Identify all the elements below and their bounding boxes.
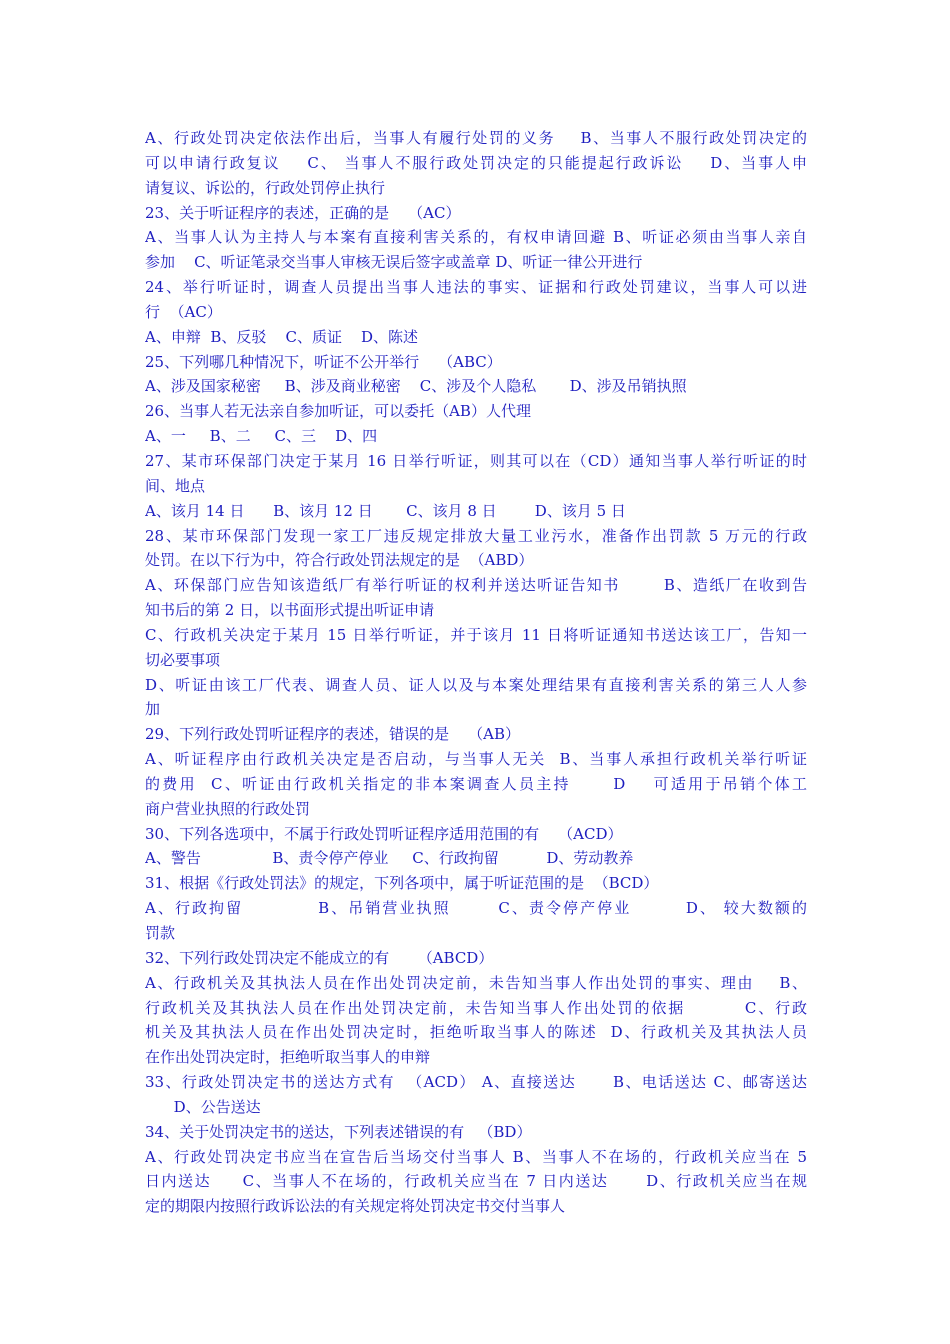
text-line: A、警告 B、责令停产停业 C、行政拘留 D、劳动教养 xyxy=(145,849,634,868)
text-line: 的费用 C、听证由行政机关指定的非本案调查人员主持 D 可适用于吊销个体工 xyxy=(145,774,807,793)
text-line: 罚款 xyxy=(145,924,176,942)
text-line: A、一 B、二 C、三 D、四 xyxy=(145,427,378,446)
text-line: 33、行政处罚决定书的送达方式有 （ACD） A、直接送达 B、电话送达 C、邮寄送达 xyxy=(145,1073,807,1092)
text-line: 切必要事项 xyxy=(145,650,221,669)
text-line: A、行政处罚决定依法作出后，当事人有履行处罚的义务 B、当事人不服行政处罚决定的 xyxy=(145,129,807,147)
text-line: 31、根据《行政处罚法》的规定，下列各项中，属于听证范围的是 （BCD） xyxy=(145,874,659,893)
text-line: A、该月 14 日 B、该月 12 日 C、该月 8 日 D、该月 5 日 xyxy=(145,501,626,520)
text-line: 29、下列行政处罚听证程序的表述，错误的是 （AB） xyxy=(145,725,521,744)
text-line: A、涉及国家秘密 B、涉及商业秘密 C、涉及个人隐私 D、涉及吊销执照 xyxy=(145,377,687,396)
text-line: A、当事人认为主持人与本案有直接利害关系的，有权申请回避 B、听证必须由当事人亲自 xyxy=(145,228,807,247)
text-line: 30、下列各选项中，不属于行政处罚听证程序适用范围的有 （ACD） xyxy=(145,824,623,843)
text-line: 27、某市环保部门决定于某月 16 日举行听证，则其可以在（CD）通知当事人举行听证的时 xyxy=(145,451,807,470)
text-line: 在作出处罚决定时，拒绝听取当事人的申辩 xyxy=(145,1048,431,1067)
text-line: C、行政机关决定于某月 15 日举行听证，并于该月 11 日将听证通知书送达该工厂，告知一 xyxy=(145,625,807,644)
text-line: D、听证由该工厂代表、调查人员、证人以及与本案处理结果有直接利害关系的第三人人参 xyxy=(145,675,807,694)
text-line: 26、当事人若无法亲自参加听证，可以委托（AB）人代理 xyxy=(145,402,531,421)
text-line: 知书后的第 2 日，以书面形式提出听证申请 xyxy=(145,601,435,620)
text-line: 可以申请行政复议 C、 当事人不服行政处罚决定的只能提起行政诉讼 D、当事人申 xyxy=(145,153,807,172)
text-line: 参加 C、听证笔录交当事人审核无误后签字或盖章 D、听证一律公开进行 xyxy=(145,253,643,272)
text-line: 请复议、诉讼的，行政处罚停止执行 xyxy=(145,178,386,197)
text-line: A、环保部门应告知该造纸厂有举行听证的权利并送达听证告知书 B、造纸厂在收到告 xyxy=(145,576,807,595)
text-line: 行 （AC） xyxy=(145,302,222,321)
text-line: 25、下列哪几种情况下，听证不公开举行 （ABC） xyxy=(145,352,502,371)
text-line: 间、地点 xyxy=(145,476,206,495)
text-line: A、申辩 B、反驳 C、质证 D、陈述 xyxy=(145,327,419,346)
text-line: A、行政机关及其执法人员在作出处罚决定前，未告知当事人作出处罚的事实、理由 B、 xyxy=(145,973,807,992)
text-line: A、听证程序由行政机关决定是否启动，与当事人无关 B、当事人承担行政机关举行听证 xyxy=(145,750,807,769)
text-line: 24、举行听证时，调查人员提出当事人违法的事实、证据和行政处罚建议，当事人可以进 xyxy=(145,278,807,297)
text-line: D、公告送达 xyxy=(145,1097,261,1116)
text-line: 行政机关及其执法人员在作出处罚决定前，未告知当事人作出处罚的依据 C、行政 xyxy=(145,998,807,1017)
text-line: 日内送达 C、当事人不在场的，行政机关应当在 7 日内送达 D、行政机关应当在规 xyxy=(145,1172,807,1191)
document-body xyxy=(145,126,807,1219)
text-line: 处罚。在以下行为中，符合行政处罚法规定的是 （ABD） xyxy=(145,551,534,570)
text-line: A、行政拘留 B、吊销营业执照 C、责令停产停业 D、 较大数额的 xyxy=(145,899,807,918)
text-line: 加 xyxy=(145,700,161,719)
text-line: 34、关于处罚决定书的送达，下列表述错误的有 （BD） xyxy=(145,1122,532,1141)
text-line: 28、某市环保部门发现一家工厂违反规定排放大量工业污水，准备作出罚款 5 万元的行政 xyxy=(145,526,807,545)
text-line: 商户营业执照的行政处罚 xyxy=(145,799,311,818)
text-line: A、行政处罚决定书应当在宣告后当场交付当事人 B、当事人不在场的，行政机关应当在 5 xyxy=(145,1147,807,1166)
text-line: 32、下列行政处罚决定不能成立的有 （ABCD） xyxy=(145,948,494,967)
text-line: 机关及其执法人员在作出处罚决定时，拒绝听取当事人的陈述 D、行政机关及其执法人员 xyxy=(145,1023,807,1042)
text-line: 定的期限内按照行政诉讼法的有关规定将处罚决定书交付当事人 xyxy=(145,1197,566,1216)
text-line: 23、关于听证程序的表述，正确的是 （AC） xyxy=(145,203,461,222)
